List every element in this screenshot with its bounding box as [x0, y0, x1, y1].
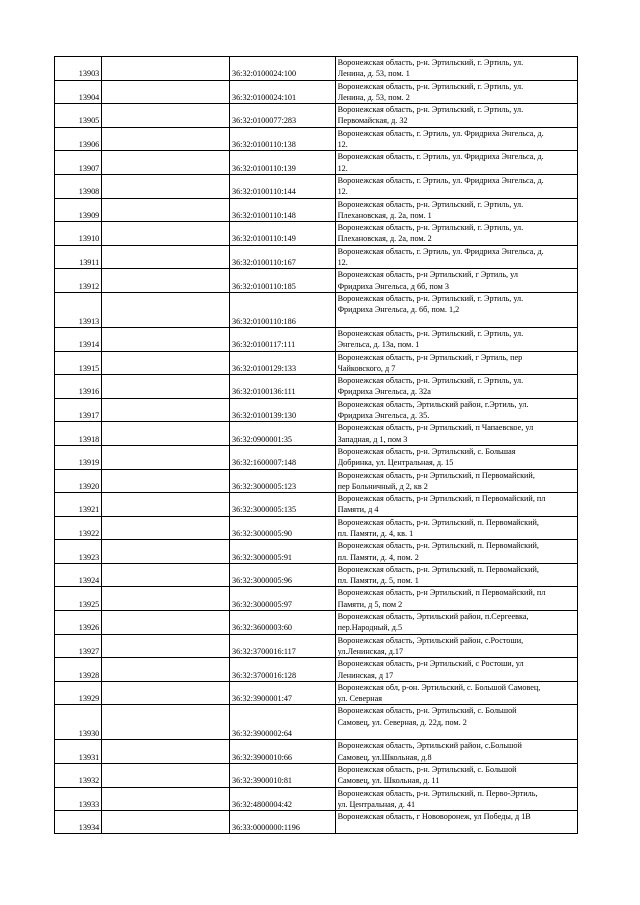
row-number-cell: 13909 — [55, 198, 102, 222]
table-row — [55, 811, 578, 834]
cadastral-number-cell: 36:32:3000005:96 — [229, 563, 335, 587]
empty-cell — [102, 245, 230, 269]
table-row — [55, 151, 578, 175]
cadastral-number-cell: 36:32:0100110:148 — [229, 198, 335, 222]
row-number-cell: 13926 — [55, 611, 102, 635]
address-line: Воронежская область, р-н. Эртильский, п. Первомайский, — [337, 541, 539, 551]
row-number-cell: 13921 — [55, 493, 102, 517]
row-number-cell: 13930 — [55, 705, 102, 740]
empty-cell — [102, 563, 230, 587]
address-cell — [335, 198, 577, 222]
row-number-cell: 13913 — [55, 292, 102, 327]
address-line: Воронежская область, Эртильский район, с.Ростоши, — [337, 635, 524, 645]
address-line: Самовец, ул. Школьная, д. 11 — [337, 776, 440, 786]
empty-cell — [102, 493, 230, 517]
table-row — [55, 57, 578, 81]
address-line: Фридриха Энгельса, д. 6б, пом. 1,2 — [337, 305, 460, 315]
cadastral-number-cell: 36:32:0100117:111 — [229, 327, 335, 351]
address-line: пл. Памяти, д. 4, кв. 1 — [337, 528, 414, 538]
table-row — [55, 705, 578, 740]
empty-cell — [102, 327, 230, 351]
row-number-cell: 13932 — [55, 764, 102, 788]
empty-cell — [102, 269, 230, 293]
address-line: пер.Народный, д.5 — [337, 623, 403, 633]
cadastral-number-cell: 36:32:0100110:144 — [229, 174, 335, 198]
registry-table — [54, 56, 578, 834]
address-line: пер Больничный, д 2, кв 2 — [337, 481, 428, 491]
address-cell — [335, 80, 577, 104]
address-line: пл. Памяти, д. 5, пом. 1 — [337, 576, 419, 586]
empty-cell — [102, 422, 230, 446]
address-cell — [335, 245, 577, 269]
cadastral-number-cell: 36:32:0100110:186 — [229, 292, 335, 327]
table-row — [55, 563, 578, 587]
address-line: ул.Ленинская, д.17 — [337, 646, 404, 656]
cadastral-number-cell: 36:32:3000005:97 — [229, 587, 335, 611]
address-cell — [335, 445, 577, 469]
row-number-cell: 13925 — [55, 587, 102, 611]
row-number-cell: 13922 — [55, 516, 102, 540]
table-row — [55, 681, 578, 705]
empty-cell — [102, 705, 230, 740]
address-cell — [335, 422, 577, 446]
table-row — [55, 198, 578, 222]
address-line: Воронежская область, р-н Эртильский, п Первомайский, пл — [337, 588, 546, 598]
address-line: Воронежская область, р-н Эртильский, п Чапаевское, ул — [337, 423, 534, 433]
empty-cell — [102, 764, 230, 788]
row-number-cell: 13928 — [55, 658, 102, 682]
empty-cell — [102, 398, 230, 422]
address-line: Чайковского, д 7 — [337, 363, 396, 373]
cadastral-number-cell: 36:32:3000005:135 — [229, 493, 335, 517]
table-row — [55, 104, 578, 128]
row-number-cell: 13924 — [55, 563, 102, 587]
cadastral-number-cell: 36:32:3000005:90 — [229, 516, 335, 540]
address-line: Фридриха Энгельса, д 6б, пом 3 — [337, 281, 449, 291]
empty-cell — [102, 57, 230, 81]
row-number-cell: 13911 — [55, 245, 102, 269]
cadastral-number-cell: 36:32:3600003:60 — [229, 611, 335, 635]
row-number-cell: 13923 — [55, 540, 102, 564]
address-line: Воронежская область, р-н Эртильский, с Ростоши, ул — [337, 659, 524, 669]
table-row — [55, 222, 578, 246]
row-number-cell: 13904 — [55, 80, 102, 104]
table-row — [55, 174, 578, 198]
address-line: Воронежская область, р-н. Эртильский, п. Перво-Эртиль, — [337, 788, 538, 798]
empty-cell — [102, 151, 230, 175]
address-cell — [335, 269, 577, 293]
address-cell — [335, 787, 577, 811]
address-line: Воронежская область, Эртильский район, с.Большой — [337, 741, 522, 751]
address-line: Воронежская область, р-н. Эртильский, г. Эртиль, ул. — [337, 223, 524, 233]
empty-cell — [102, 611, 230, 635]
address-line: Воронежская область, р-н. Эртильский, с. Большой — [337, 706, 517, 716]
cadastral-number-cell: 36:32:0100139:130 — [229, 398, 335, 422]
empty-cell — [102, 787, 230, 811]
cadastral-number-cell: 36:32:3900001:47 — [229, 681, 335, 705]
address-line: ул. Центральная, д. 41 — [337, 799, 416, 809]
row-number-cell: 13934 — [55, 811, 102, 834]
address-line: 12. — [337, 163, 348, 173]
cadastral-number-cell: 36:32:0100024:100 — [229, 57, 335, 81]
empty-cell — [102, 740, 230, 764]
address-line: Ленина, д. 53, пом. 1 — [337, 69, 410, 79]
address-line: Воронежская область, р-н. Эртильский, с. Большая — [337, 446, 516, 456]
address-line: Западная, д 1, пом 3 — [337, 434, 408, 444]
empty-cell — [102, 292, 230, 327]
table-row — [55, 422, 578, 446]
address-line: 12. — [337, 187, 348, 197]
address-cell — [335, 740, 577, 764]
address-cell — [335, 516, 577, 540]
empty-cell — [102, 681, 230, 705]
address-line: Воронежская область, р-н. Эртильский, г. Эртиль, ул. — [337, 81, 524, 91]
row-number-cell: 13910 — [55, 222, 102, 246]
cadastral-number-cell: 36:32:0100129:133 — [229, 351, 335, 375]
address-line: Воронежская область, р-н Эртильский, п Первомайский, — [337, 470, 535, 480]
row-number-cell: 13907 — [55, 151, 102, 175]
empty-cell — [102, 587, 230, 611]
address-line: Воронежская область, р-н Эртильский, г Эртиль, ул — [337, 270, 518, 280]
row-number-cell: 13903 — [55, 57, 102, 81]
address-line: Воронежская область, р-н. Эртильский, г. Эртиль, ул. — [337, 105, 524, 115]
address-cell — [335, 658, 577, 682]
table-row — [55, 80, 578, 104]
address-line: Воронежская область, Эртильский район, п.Сергеевка, — [337, 612, 529, 622]
empty-cell — [102, 375, 230, 399]
empty-cell — [102, 198, 230, 222]
address-cell — [335, 57, 577, 81]
empty-cell — [102, 811, 230, 834]
table-row — [55, 587, 578, 611]
cadastral-number-cell: 36:32:3700016:128 — [229, 658, 335, 682]
row-number-cell: 13927 — [55, 634, 102, 658]
cadastral-number-cell: 36:32:0100024:101 — [229, 80, 335, 104]
address-line: Фридриха Энгельса, д. 32а — [337, 387, 431, 397]
table-row — [55, 445, 578, 469]
empty-cell — [102, 516, 230, 540]
cadastral-number-cell: 36:32:3900010:66 — [229, 740, 335, 764]
row-number-cell: 13920 — [55, 469, 102, 493]
cadastral-number-cell: 36:32:0100110:167 — [229, 245, 335, 269]
row-number-cell: 13929 — [55, 681, 102, 705]
table-row — [55, 375, 578, 399]
row-number-cell: 13906 — [55, 127, 102, 151]
cadastral-number-cell: 36:32:0100110:149 — [229, 222, 335, 246]
address-cell — [335, 681, 577, 705]
address-line: Воронежская область, р-н Эртильский, п Первомайский, пл — [337, 494, 546, 504]
address-line: Воронежская область, р-н. Эртильский, г. Эртиль, ул. — [337, 376, 524, 386]
address-line: Воронежская область, р-н. Эртильский, г. Эртиль, ул. — [337, 328, 524, 338]
address-line: Памяти, д 4 — [337, 505, 379, 515]
address-cell — [335, 327, 577, 351]
address-cell — [335, 151, 577, 175]
table-row — [55, 764, 578, 788]
row-number-cell: 13916 — [55, 375, 102, 399]
table-row — [55, 245, 578, 269]
address-line: пл. Памяти, д. 4, пом. 2 — [337, 552, 419, 562]
cadastral-number-cell: 36:32:1600007:148 — [229, 445, 335, 469]
address-line: Добринка, ул. Центральная, д. 15 — [337, 458, 454, 468]
address-cell — [335, 705, 577, 740]
cadastral-number-cell: 36:32:0100136:111 — [229, 375, 335, 399]
table-row — [55, 269, 578, 293]
row-number-cell: 13917 — [55, 398, 102, 422]
empty-cell — [102, 469, 230, 493]
table-row — [55, 493, 578, 517]
cadastral-number-cell: 36:32:3000005:91 — [229, 540, 335, 564]
registry-table-body — [55, 57, 578, 834]
row-number-cell: 13931 — [55, 740, 102, 764]
address-line: Воронежская область, р-н Эртильский, г Эртиль, пер — [337, 352, 523, 362]
address-line: Энгельса, д. 13а, пом. 1 — [337, 340, 420, 350]
empty-cell — [102, 658, 230, 682]
row-number-cell: 13915 — [55, 351, 102, 375]
empty-cell — [102, 222, 230, 246]
table-row — [55, 611, 578, 635]
address-line: Воронежская область, г. Эртиль, ул. Фридриха Энгельса, д. — [337, 175, 544, 185]
cadastral-number-cell: 36:32:3000005:123 — [229, 469, 335, 493]
cadastral-number-cell: 36:32:0100110:185 — [229, 269, 335, 293]
address-cell — [335, 398, 577, 422]
cadastral-number-cell: 36:32:0100110:138 — [229, 127, 335, 151]
row-number-cell: 13912 — [55, 269, 102, 293]
address-cell — [335, 764, 577, 788]
empty-cell — [102, 80, 230, 104]
address-cell — [335, 375, 577, 399]
empty-cell — [102, 445, 230, 469]
empty-cell — [102, 127, 230, 151]
cadastral-number-cell: 36:32:0900001:35 — [229, 422, 335, 446]
address-line: Ленинская, д 17 — [337, 670, 394, 680]
row-number-cell: 13918 — [55, 422, 102, 446]
table-row — [55, 658, 578, 682]
address-line: Ленина, д. 53, пом. 2 — [337, 92, 410, 102]
address-line: Плехановская, д. 2а, пом. 1 — [337, 210, 432, 220]
row-number-cell: 13933 — [55, 787, 102, 811]
cadastral-number-cell: 36:32:3700016:117 — [229, 634, 335, 658]
address-line: Плехановская, д. 2а, пом. 2 — [337, 234, 432, 244]
address-line: Самовец, ул. Северная, д. 22д, пом. 2 — [337, 717, 467, 727]
address-cell — [335, 493, 577, 517]
row-number-cell: 13919 — [55, 445, 102, 469]
address-cell — [335, 587, 577, 611]
cadastral-number-cell: 36:33:0000000:1196 — [229, 811, 335, 834]
address-line: Воронежская область, р-н. Эртильский, с. Большой — [337, 765, 517, 775]
address-cell — [335, 469, 577, 493]
table-row — [55, 127, 578, 151]
address-cell — [335, 351, 577, 375]
table-row — [55, 740, 578, 764]
cadastral-number-cell: 36:32:3900002:64 — [229, 705, 335, 740]
table-row — [55, 469, 578, 493]
table-row — [55, 292, 578, 327]
cadastral-number-cell: 36:32:4800004:42 — [229, 787, 335, 811]
address-cell — [335, 174, 577, 198]
address-cell — [335, 540, 577, 564]
table-row — [55, 351, 578, 375]
row-number-cell: 13905 — [55, 104, 102, 128]
address-line: Воронежская область, р-н. Эртильский, г. Эртиль, ул. — [337, 199, 524, 209]
address-line: Воронежская область, р-н. Эртильский, п. Первомайский, — [337, 564, 539, 574]
address-line: Воронежская область, р-н. Эртильский, п. Первомайский, — [337, 517, 539, 527]
address-cell — [335, 611, 577, 635]
row-number-cell: 13908 — [55, 174, 102, 198]
address-line: Воронежская область, Эртильский район, г.Эртиль, ул. — [337, 399, 529, 409]
address-line: Первомайская, д. 32 — [337, 116, 408, 126]
address-line: Фридриха Энгельса, д. 35. — [337, 411, 430, 421]
empty-cell — [102, 634, 230, 658]
table-row — [55, 398, 578, 422]
table-row — [55, 787, 578, 811]
address-line: Воронежская область, г. Эртиль, ул. Фридриха Энгельса, д. — [337, 152, 544, 162]
address-cell — [335, 292, 577, 327]
cadastral-number-cell: 36:32:0100077:283 — [229, 104, 335, 128]
table-row — [55, 327, 578, 351]
empty-cell — [102, 174, 230, 198]
cadastral-number-cell: 36:32:3900010:81 — [229, 764, 335, 788]
address-cell — [335, 563, 577, 587]
empty-cell — [102, 104, 230, 128]
address-line: Воронежская область, г Нововоронеж, ул Победы, д 1В — [337, 812, 531, 822]
address-cell — [335, 127, 577, 151]
empty-cell — [102, 351, 230, 375]
address-line: Воронежская область, р-н. Эртильский, г. Эртиль, ул. — [337, 58, 524, 67]
address-line: ул. Северная — [337, 694, 383, 704]
address-line: Воронежская область, г. Эртиль, ул. Фридриха Энгельса, д. — [337, 246, 544, 256]
address-cell — [335, 104, 577, 128]
address-cell — [335, 634, 577, 658]
address-line: Воронежская область, р-н. Эртильский, г. Эртиль, ул. — [337, 293, 524, 303]
address-line: Воронежская область, г. Эртиль, ул. Фридриха Энгельса, д. — [337, 128, 544, 138]
cadastral-number-cell: 36:32:0100110:139 — [229, 151, 335, 175]
address-cell — [335, 222, 577, 246]
address-line: Памяти, д 5, пом 2 — [337, 599, 403, 609]
address-line: Самовец, ул.Школьная, д.8 — [337, 752, 432, 762]
table-row — [55, 516, 578, 540]
row-number-cell: 13914 — [55, 327, 102, 351]
address-line: 12. — [337, 140, 348, 150]
table-row — [55, 540, 578, 564]
address-line: 12. — [337, 258, 348, 268]
table-row — [55, 634, 578, 658]
empty-cell — [102, 540, 230, 564]
address-line: Воронежская обл, р-он. Эртильский, с. Большой Самовец, — [337, 682, 541, 692]
address-cell — [335, 811, 577, 834]
